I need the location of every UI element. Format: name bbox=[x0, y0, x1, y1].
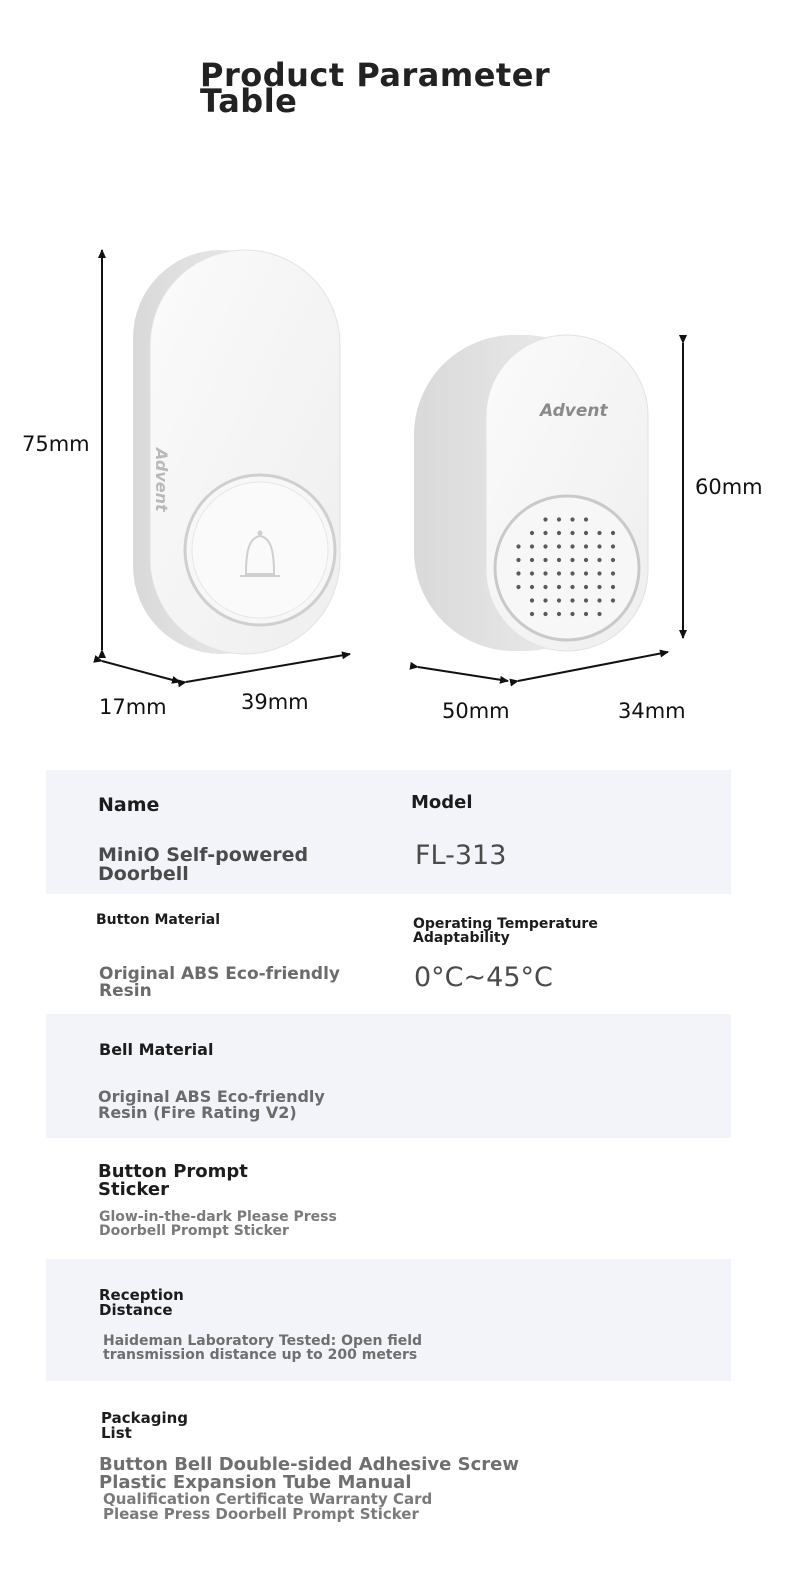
packaging-label: Packaging List bbox=[101, 1409, 188, 1442]
grille-hole bbox=[557, 544, 561, 548]
name-label: Name bbox=[98, 794, 160, 816]
grille-hole bbox=[543, 544, 547, 548]
dim-button-width: 39mm bbox=[241, 690, 309, 714]
product-illustration bbox=[0, 220, 790, 740]
grille-hole bbox=[543, 571, 547, 575]
dim-button-depth: 17mm bbox=[99, 695, 167, 719]
grille-hole bbox=[584, 612, 588, 616]
bell-material-value: Original ABS Eco-friendly Resin (Fire Rating V2) bbox=[98, 1087, 325, 1122]
grille-hole bbox=[557, 598, 561, 602]
bell-material-label: Bell Material bbox=[99, 1040, 214, 1059]
button-depth-arrow bbox=[102, 661, 180, 682]
temperature-label: Operating Temperature Adaptability bbox=[413, 916, 598, 946]
grille-hole bbox=[597, 612, 601, 616]
dim-receiver-height: 60mm bbox=[695, 475, 763, 499]
grille-hole bbox=[584, 531, 588, 535]
grille-hole bbox=[557, 585, 561, 589]
grille-hole bbox=[516, 544, 520, 548]
grille-hole bbox=[611, 558, 615, 562]
grille-hole bbox=[530, 612, 534, 616]
grille-hole bbox=[530, 571, 534, 575]
grille-hole bbox=[543, 612, 547, 616]
page-title: Product Parameter Table bbox=[200, 56, 551, 120]
receiver-device bbox=[414, 335, 648, 651]
receiver-brand-logo: Advent bbox=[540, 401, 608, 421]
grille-hole bbox=[543, 517, 547, 521]
grille-hole bbox=[530, 598, 534, 602]
grille-hole bbox=[570, 612, 574, 616]
grille-hole bbox=[597, 585, 601, 589]
distance-label: Reception Distance bbox=[99, 1286, 184, 1319]
dim-receiver-width: 50mm bbox=[442, 699, 510, 723]
model-label: Model bbox=[411, 792, 473, 813]
button-material-value: Original ABS Eco-friendly Resin bbox=[99, 964, 340, 1001]
grille-hole bbox=[597, 544, 601, 548]
grille-hole bbox=[584, 585, 588, 589]
grille-hole bbox=[543, 558, 547, 562]
grille-hole bbox=[597, 571, 601, 575]
grille-hole bbox=[584, 571, 588, 575]
grille-hole bbox=[597, 558, 601, 562]
grille-hole bbox=[516, 558, 520, 562]
temperature-value: 0°C~45°C bbox=[414, 962, 553, 993]
sticker-value: Glow-in-the-dark Please Press Doorbell Prompt Sticker bbox=[99, 1209, 337, 1239]
grille-hole bbox=[570, 531, 574, 535]
grille-hole bbox=[611, 544, 615, 548]
model-value: FL-313 bbox=[415, 840, 507, 871]
grille-hole bbox=[584, 558, 588, 562]
grille-hole bbox=[597, 531, 601, 535]
grille-hole bbox=[570, 585, 574, 589]
button-width-arrow bbox=[186, 654, 350, 682]
grille-hole bbox=[570, 558, 574, 562]
grille-hole bbox=[557, 612, 561, 616]
packaging-value-2: Qualification Certificate Warranty Card Please Press Doorbell Prompt Sticker bbox=[103, 1490, 433, 1523]
grille-hole bbox=[584, 544, 588, 548]
button-material-label: Button Material bbox=[96, 912, 220, 928]
dim-button-height: 75mm bbox=[22, 432, 90, 456]
grille-hole bbox=[557, 558, 561, 562]
grille-hole bbox=[584, 598, 588, 602]
doorbell-button-device bbox=[133, 250, 340, 654]
grille-hole bbox=[530, 585, 534, 589]
grille-hole bbox=[530, 544, 534, 548]
receiver-width-arrow bbox=[418, 667, 508, 681]
grille-hole bbox=[611, 571, 615, 575]
grille-hole bbox=[557, 517, 561, 521]
product-figure bbox=[0, 220, 790, 740]
packaging-value-1: Button Bell Double-sided Adhesive Screw Plastic Expansion Tube Manual bbox=[99, 1454, 519, 1493]
grille-hole bbox=[543, 531, 547, 535]
grille-hole bbox=[611, 531, 615, 535]
name-value: MiniO Self-powered Doorbell bbox=[98, 844, 309, 885]
grille-hole bbox=[557, 571, 561, 575]
grille-hole bbox=[516, 571, 520, 575]
grille-hole bbox=[530, 558, 534, 562]
grille-hole bbox=[584, 517, 588, 521]
grille-hole bbox=[543, 585, 547, 589]
grille-hole bbox=[597, 598, 601, 602]
dim-receiver-depth: 34mm bbox=[618, 699, 686, 723]
receiver-depth-arrow bbox=[518, 652, 668, 681]
grille-hole bbox=[570, 517, 574, 521]
grille-hole bbox=[530, 531, 534, 535]
grille-hole bbox=[516, 585, 520, 589]
distance-value: Haideman Laboratory Tested: Open field transmission distance up to 200 meters bbox=[103, 1333, 423, 1363]
grille-hole bbox=[611, 585, 615, 589]
grille-hole bbox=[570, 544, 574, 548]
grille-hole bbox=[557, 531, 561, 535]
grille-hole bbox=[611, 598, 615, 602]
grille-hole bbox=[543, 598, 547, 602]
grille-hole bbox=[570, 598, 574, 602]
button-brand-logo: Advent bbox=[152, 448, 171, 512]
sticker-label: Button Prompt Sticker bbox=[98, 1161, 248, 1200]
grille-hole bbox=[570, 571, 574, 575]
